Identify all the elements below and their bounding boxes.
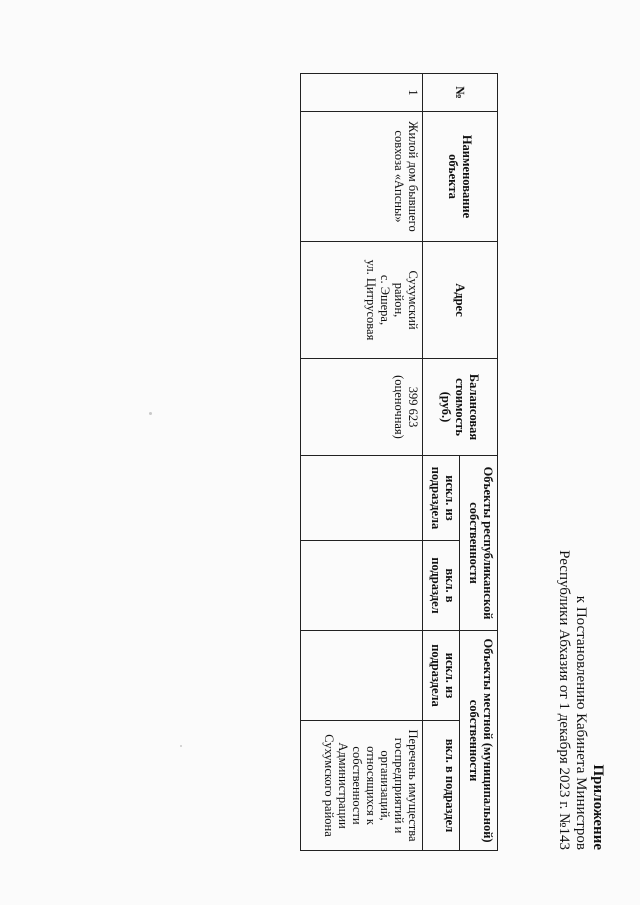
appendix-title: Приложение <box>590 764 606 850</box>
row-address-line-3: с. Эшера, <box>378 274 392 326</box>
row-republic-included <box>301 541 423 631</box>
row-address-line-2: район, <box>392 282 406 318</box>
header-local-excluded: искл. из подраздела <box>423 631 460 721</box>
header-object-name: Наименование объекта <box>423 112 498 242</box>
property-table <box>300 73 498 851</box>
header-balance-value: Балансовая стоимость (руб.) <box>423 359 498 456</box>
table-row <box>301 74 423 851</box>
row-balance-value <box>301 359 423 456</box>
row-balance-note: (оценочная) <box>392 375 406 439</box>
row-local-excluded <box>301 631 423 721</box>
scan-speck <box>180 745 182 747</box>
row-balance-amount: 399 623 <box>406 386 420 428</box>
row-address <box>301 242 423 359</box>
header-republic-excluded: искл. из подраздела <box>423 456 460 541</box>
header-local-property: Объекты местной (муниципальной) собственности <box>460 631 498 851</box>
appendix-reference-line-1: к Постановлению Кабинета Министров <box>573 595 589 850</box>
header-num: № <box>423 74 498 112</box>
document-header <box>555 490 606 850</box>
header-republic-included: вкл. в подраздел <box>423 541 460 631</box>
table-header-row <box>460 74 498 851</box>
row-num: 1 <box>301 74 423 112</box>
row-republic-excluded <box>301 456 423 541</box>
scan-speck <box>149 412 152 415</box>
row-object-name: Жилой дом бывшего совхоза «Апсны» <box>301 112 423 242</box>
row-address-line-1: Сухумский <box>406 270 420 330</box>
header-local-included: вкл. в подраздел <box>423 721 460 851</box>
header-republic-property: Объекты республиканской собственности <box>460 456 498 631</box>
row-local-included: Перечень имущества госпредприятий и организаций, относящихся к собственности Администрации Сухумского района <box>301 721 423 851</box>
appendix-reference-line-2: Республики Абхазия от 1 декабря 2023 г. №143 <box>556 550 572 850</box>
header-address: Адрес <box>423 242 498 359</box>
row-address-line-4: ул. Цитрусовая <box>364 259 378 341</box>
